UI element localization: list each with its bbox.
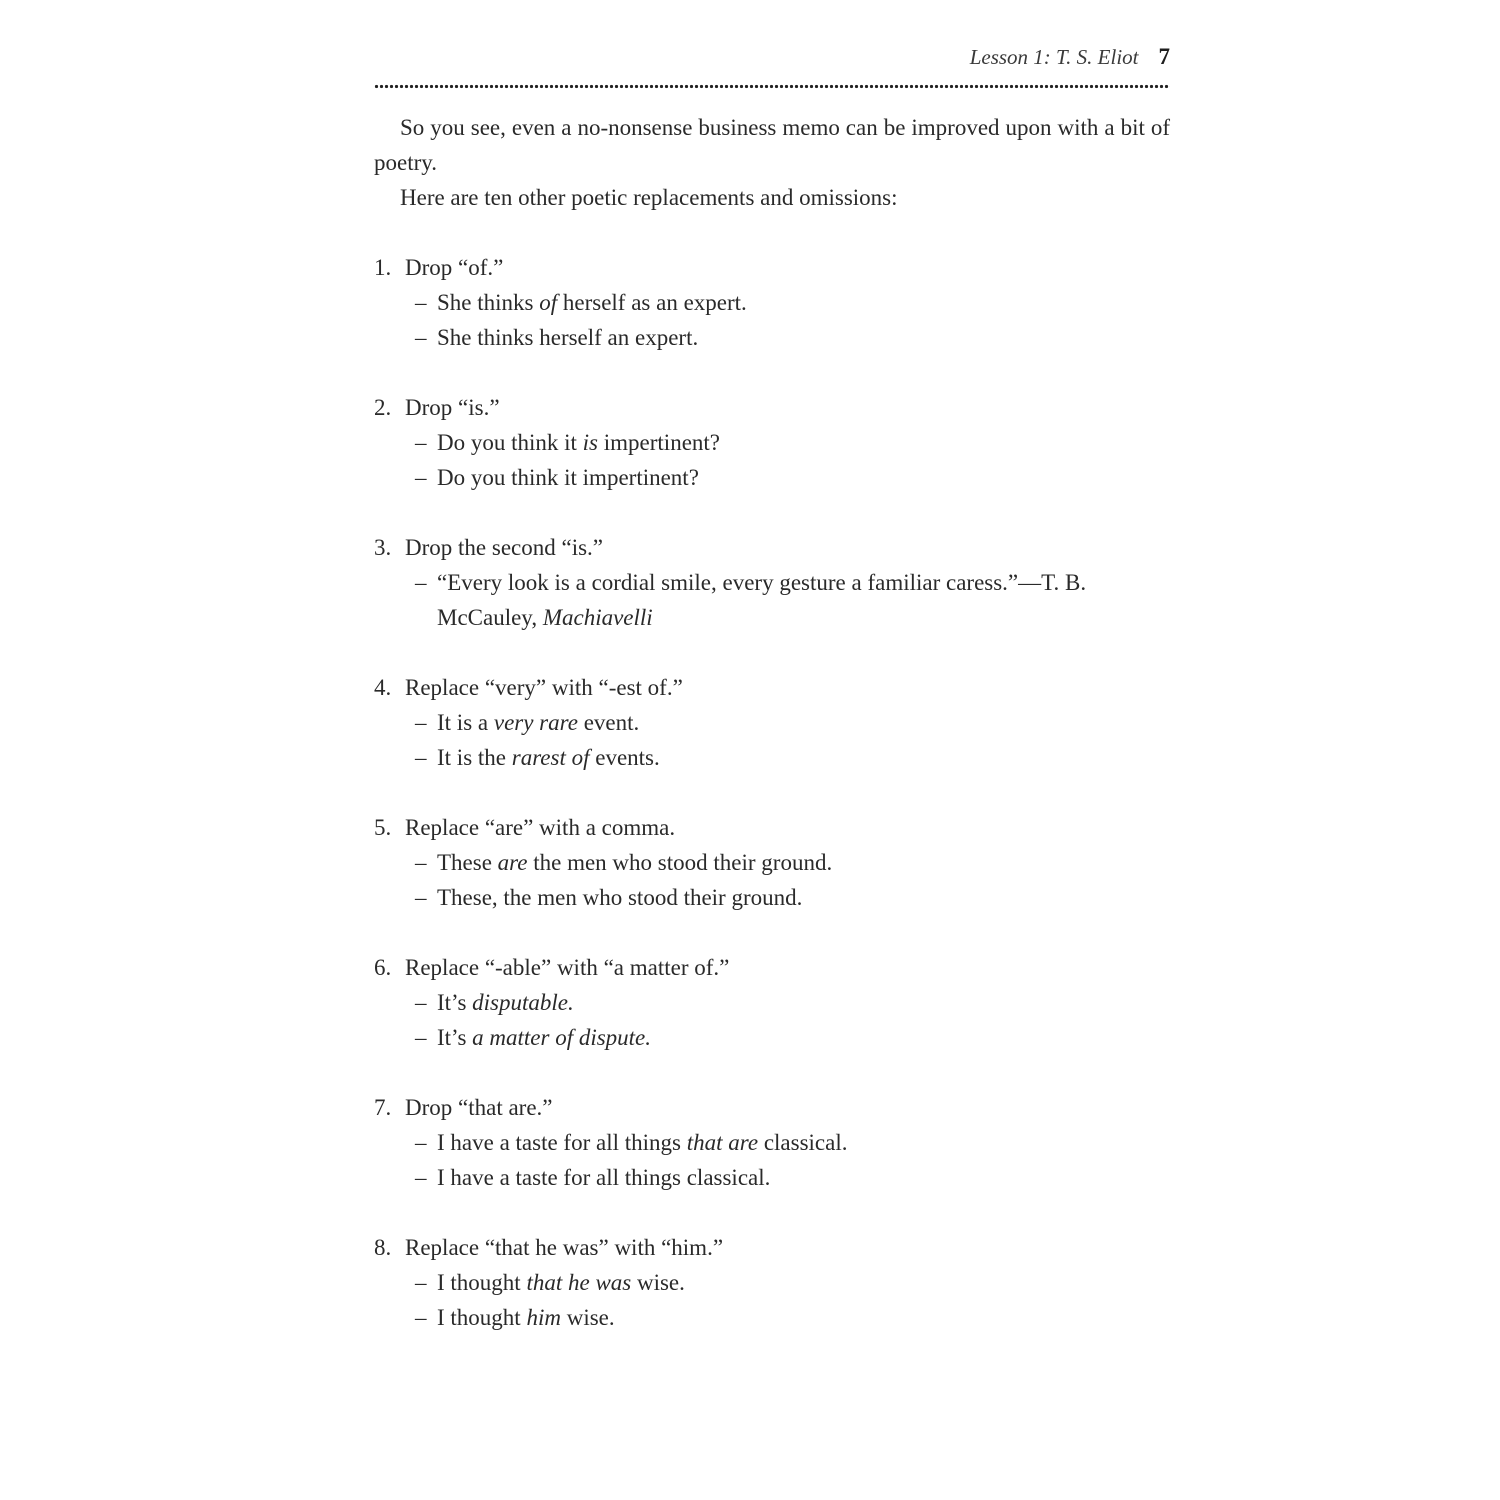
example-text [437,880,1170,915]
example-line [415,1160,1170,1195]
dash-bullet: – [415,1025,427,1050]
plain-text: These [437,850,498,875]
example-text [437,1265,1170,1300]
example-text [437,985,1170,1020]
rule-title: Drop “that are.” [405,1095,553,1120]
example-line [415,460,1170,495]
list-item [374,1090,1170,1195]
plain-text: These, the men who stood their ground. [437,885,803,910]
rule-title: Drop “of.” [405,255,504,280]
dash-bullet: – [415,465,427,490]
plain-text: She thinks herself an expert. [437,325,699,350]
example-text [437,1020,1170,1055]
dash-bullet: – [415,430,427,455]
rule-number: 3. [374,535,392,560]
dash-bullet: – [415,290,427,315]
list-item [374,390,1170,495]
emphasis-text: him [526,1305,561,1330]
plain-text: It is a [437,710,494,735]
emphasis-text: disputable. [472,990,574,1015]
plain-text: Do you think it impertinent? [437,465,699,490]
rule-title: Replace “-able” with “a matter of.” [405,955,730,980]
rule-heading [374,1090,1170,1125]
example-line [415,285,1170,320]
rule-title: Replace “very” with “-est of.” [405,675,683,700]
example-line [415,425,1170,460]
example-text [437,425,1170,460]
dash-bullet: – [415,1305,427,1330]
example-text [437,1300,1170,1335]
emphasis-text: are [497,850,528,875]
emphasis-text: of [539,290,558,315]
plain-text: I have a taste for all things [437,1130,687,1155]
example-line [415,880,1170,915]
plain-text: impertinent? [598,430,721,455]
rule-heading [374,1230,1170,1265]
example-text [437,285,1170,320]
list-item [374,950,1170,1055]
example-list [374,705,1170,775]
lead-in-paragraph: Here are ten other poetic replacements and omissions: [400,185,898,210]
dash-bullet: – [415,745,427,770]
dash-bullet: – [415,1130,427,1155]
rule-number: 1. [374,255,392,280]
plain-text: the men who stood their ground. [527,850,833,875]
dash-bullet: – [415,710,427,735]
example-list [374,845,1170,915]
example-list [374,565,1170,635]
example-list [374,285,1170,355]
list-item [374,670,1170,775]
example-list [374,425,1170,495]
rule-title: Replace “that he was” with “him.” [405,1235,724,1260]
rule-number: 7. [374,1095,392,1120]
plain-text: herself as an expert. [557,290,747,315]
dash-bullet: – [415,325,427,350]
example-line [415,845,1170,880]
example-list [374,1265,1170,1335]
plain-text: It is the [437,745,512,770]
example-text [437,740,1170,775]
rule-title: Drop “is.” [405,395,500,420]
list-item [374,1230,1170,1335]
plain-text: event. [577,710,640,735]
plain-text: I have a taste for all things classical. [437,1165,771,1190]
example-line [415,740,1170,775]
dash-bullet: – [415,1270,427,1295]
example-line [415,565,1170,635]
dash-bullet: – [415,990,427,1015]
plain-text: wise. [631,1270,685,1295]
plain-text: She thinks [437,290,540,315]
rule-heading [374,530,1170,565]
list-item [374,810,1170,915]
running-head: Lesson 1: T. S. Eliot [969,45,1139,69]
intro-paragraph: So you see, even a no-nonsense business memo can be improved upon with a bit of poetry. [374,115,1170,175]
example-text [437,1125,1170,1160]
emphasis-text: is [582,430,599,455]
emphasis-text: that he was [526,1270,632,1295]
rule-heading [374,250,1170,285]
plain-text: classical. [758,1130,848,1155]
emphasis-text: very rare [493,710,578,735]
example-line [415,1020,1170,1055]
dash-bullet: – [415,1165,427,1190]
rule-number: 2. [374,395,392,420]
example-text [437,460,1170,495]
emphasis-text: rarest of [511,745,590,770]
rule-number: 4. [374,675,392,700]
list-item [374,530,1170,635]
example-line [415,705,1170,740]
rule-number: 5. [374,815,392,840]
rule-number: 8. [374,1235,392,1260]
plain-text: wise. [560,1305,615,1330]
example-line [415,1125,1170,1160]
dash-bullet: – [415,570,427,595]
example-text [437,845,1170,880]
page-header [970,44,1170,80]
plain-text: I thought [437,1270,527,1295]
dash-bullet: – [415,885,427,910]
plain-text: “Every look is a cordial smile, every gesture a familiar caress.”—T. B. McCauley, [437,570,1087,630]
list-item [374,250,1170,355]
example-text [437,1160,1170,1195]
plain-text: It’s [437,990,473,1015]
plain-text: Do you think it [437,430,583,455]
plain-text: events. [589,745,660,770]
dash-bullet: – [415,850,427,875]
example-line [415,1265,1170,1300]
plain-text: It’s [437,1025,473,1050]
example-line [415,1300,1170,1335]
rule-number: 6. [374,955,392,980]
dotted-divider [374,84,1170,89]
example-line [415,320,1170,355]
emphasis-text: Machiavelli [542,605,653,630]
emphasis-text: that are [686,1130,759,1155]
example-text [437,565,1170,635]
body-text [374,110,1170,1370]
example-text [437,320,1170,355]
emphasis-text: a matter of dispute. [472,1025,652,1050]
rule-heading [374,950,1170,985]
rule-heading [374,810,1170,845]
example-list [374,985,1170,1055]
plain-text: I thought [437,1305,527,1330]
rule-heading [374,670,1170,705]
example-line [415,985,1170,1020]
page-number: 7 [1158,44,1170,69]
rule-title: Replace “are” with a comma. [405,815,676,840]
rules-list [374,250,1170,1335]
rule-heading [374,390,1170,425]
rule-title: Drop the second “is.” [405,535,603,560]
example-text [437,705,1170,740]
example-list [374,1125,1170,1195]
